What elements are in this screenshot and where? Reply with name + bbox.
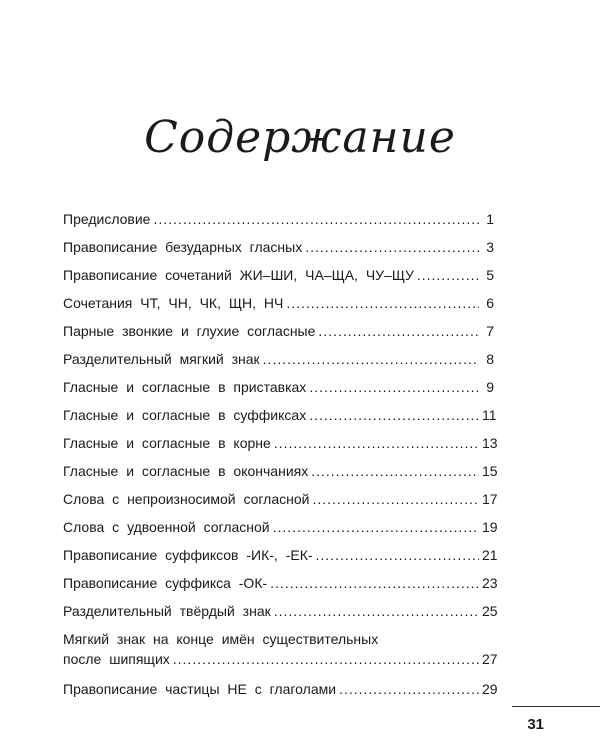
toc-entry-title: Гласные и согласные в суффиксах xyxy=(63,407,307,423)
toc-entry-page: 27 xyxy=(482,651,498,667)
toc-entry[interactable] xyxy=(63,377,494,405)
dot-leader xyxy=(286,293,479,313)
toc-entry[interactable] xyxy=(63,679,498,707)
toc-entry-page: 8 xyxy=(486,351,494,367)
toc-entry[interactable] xyxy=(63,265,494,293)
dot-leader xyxy=(417,265,479,285)
toc-entry[interactable] xyxy=(63,461,498,489)
dot-leader xyxy=(316,545,479,565)
toc-entry[interactable] xyxy=(63,293,494,321)
toc-entry-title: Разделительный твёрдый знак xyxy=(63,603,271,619)
toc-entry-title: Предисловие xyxy=(63,211,151,227)
toc-entry-page: 17 xyxy=(482,491,498,507)
dot-leader xyxy=(274,433,479,453)
toc-entry-page: 1 xyxy=(486,211,494,227)
toc-entry-page: 9 xyxy=(486,379,494,395)
toc-entry-title-line1: Мягкий знак на конце имён существительных xyxy=(63,631,379,647)
dot-leader xyxy=(309,405,479,425)
toc-entry-title: Гласные и согласные в окончаниях xyxy=(63,463,309,479)
dot-leader xyxy=(273,517,479,537)
toc-entry-title: Гласные и согласные в приставках xyxy=(63,379,307,395)
toc-entry-page: 23 xyxy=(482,575,498,591)
toc-entry-page: 19 xyxy=(482,519,498,535)
toc-entry-page: 5 xyxy=(486,267,494,283)
toc-entry-title: Правописание сочетаний ЖИ–ШИ, ЧА–ЩА, ЧУ–ЩУ xyxy=(63,267,414,283)
toc-entry-title: Парные звонкие и глухие согласные xyxy=(63,323,316,339)
dot-leader xyxy=(305,237,479,257)
toc-entry[interactable] xyxy=(63,601,498,629)
toc-entry-title: Слова с удвоенной согласной xyxy=(63,519,270,535)
dot-leader xyxy=(153,209,479,229)
dot-leader xyxy=(173,649,479,669)
toc-entry[interactable] xyxy=(63,321,494,349)
page-number: 31 xyxy=(527,716,544,733)
toc-entry[interactable] xyxy=(63,237,494,265)
toc-entry-page: 15 xyxy=(482,463,498,479)
toc-entry-title: Разделительный мягкий знак xyxy=(63,351,260,367)
toc-entry-page: 29 xyxy=(482,681,498,697)
toc-entry-page: 13 xyxy=(482,435,498,451)
toc-entry[interactable] xyxy=(63,573,498,601)
toc-entry[interactable] xyxy=(63,349,494,377)
toc-entry-page: 7 xyxy=(486,323,494,339)
toc-entry-title-line2: после шипящих xyxy=(63,651,170,667)
toc-entry-page: 3 xyxy=(486,239,494,255)
toc-entry[interactable] xyxy=(63,517,498,545)
dot-leader xyxy=(318,321,479,341)
dot-leader xyxy=(274,601,479,621)
toc-entry-title: Правописание суффиксов -ИК-, -ЕК- xyxy=(63,547,313,563)
page-number-block xyxy=(512,706,600,750)
dot-leader xyxy=(312,489,479,509)
toc-entry[interactable] xyxy=(63,545,498,573)
toc-entry-title: Правописание частицы НЕ с глаголами xyxy=(63,681,337,697)
toc-entry[interactable] xyxy=(63,629,498,679)
dot-leader xyxy=(339,679,479,699)
toc-entry-page: 25 xyxy=(482,603,498,619)
toc-entry-title: Правописание суффикса -ОК- xyxy=(63,575,268,591)
toc-entry-page: 11 xyxy=(482,407,497,423)
toc-entry-title: Гласные и согласные в корне xyxy=(63,435,271,451)
dot-leader xyxy=(311,461,479,481)
toc-entry[interactable] xyxy=(63,489,498,517)
toc-entry-page: 6 xyxy=(486,295,494,311)
toc-entry[interactable] xyxy=(63,209,494,237)
dot-leader xyxy=(263,349,479,369)
dot-leader xyxy=(270,573,479,593)
toc-entry[interactable] xyxy=(63,433,498,461)
page-number-rule xyxy=(512,706,600,707)
table-of-contents xyxy=(63,209,498,707)
toc-entry[interactable] xyxy=(63,405,497,433)
toc-entry-page: 21 xyxy=(482,547,498,563)
toc-entry-title: Слова с непроизносимой согласной xyxy=(63,491,310,507)
toc-entry-title: Правописание безударных гласных xyxy=(63,239,303,255)
page-title: Содержание xyxy=(144,112,456,163)
dot-leader xyxy=(309,377,479,397)
toc-entry-title: Сочетания ЧТ, ЧН, ЧК, ЩН, НЧ xyxy=(63,295,284,311)
